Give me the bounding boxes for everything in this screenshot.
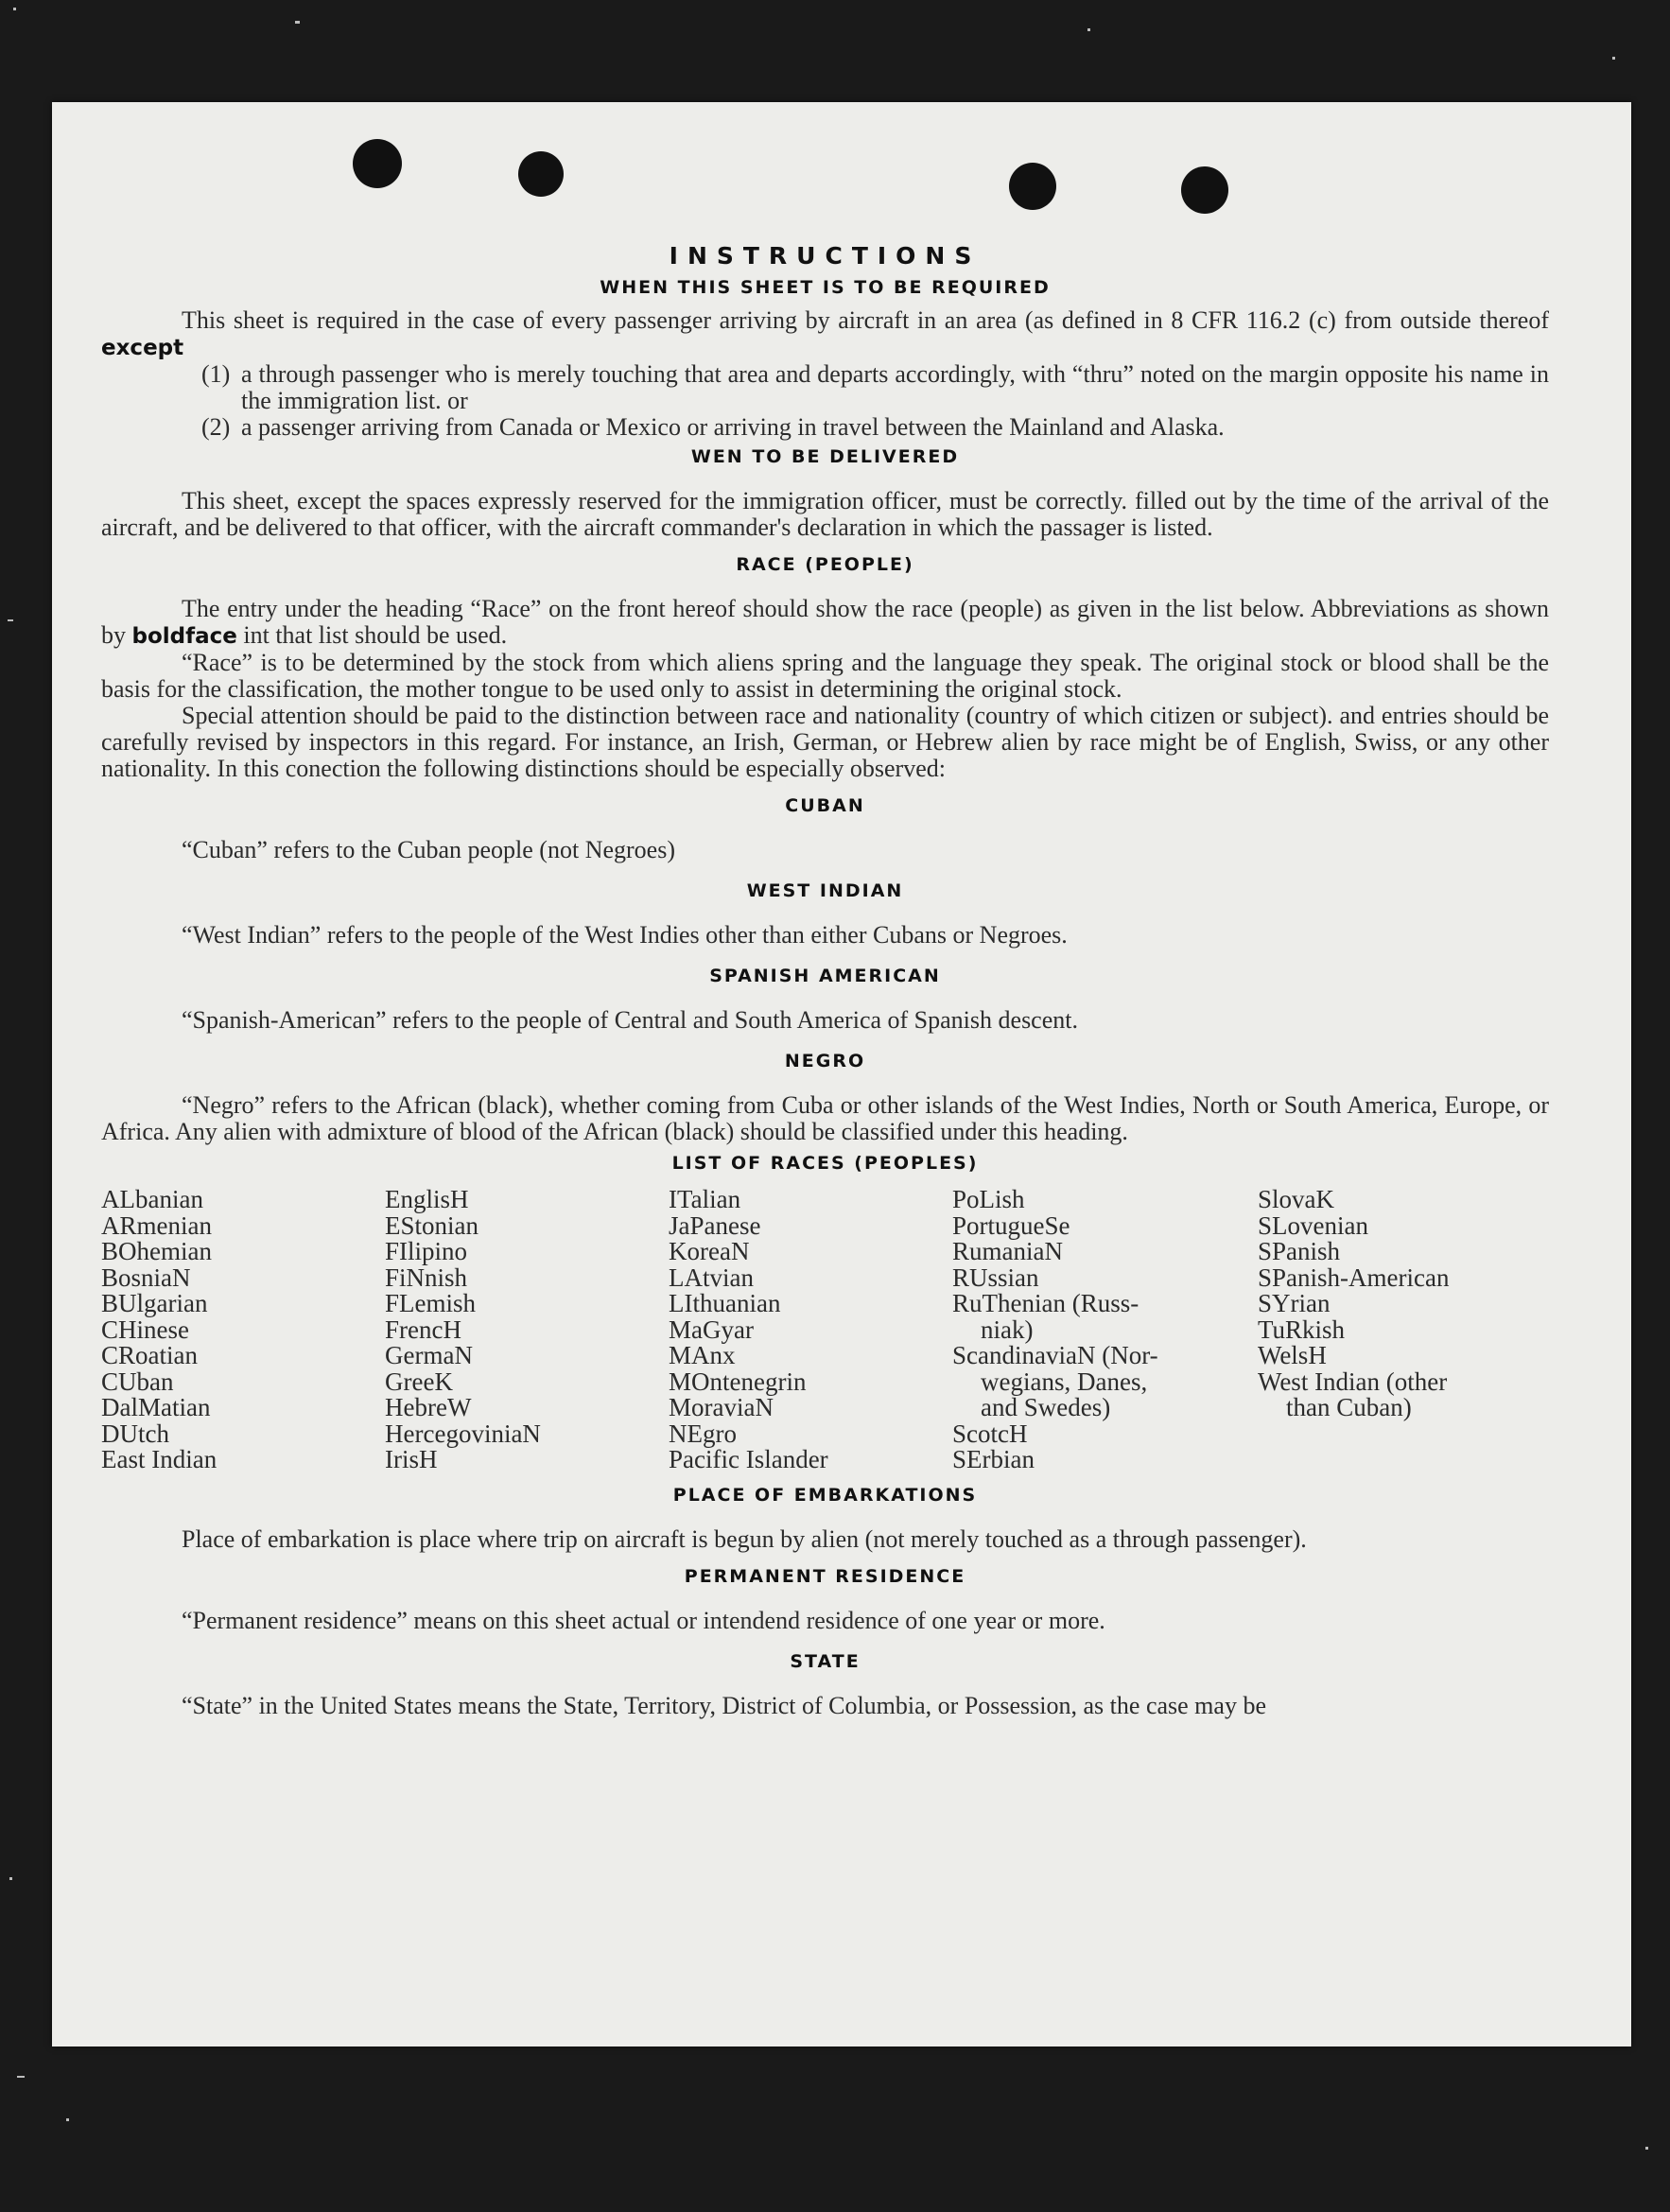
race-list-item: West Indian (other bbox=[1258, 1367, 1448, 1396]
race-list-item: RUssian bbox=[952, 1263, 1039, 1292]
race-list bbox=[101, 1187, 1549, 1473]
punch-hole bbox=[353, 139, 402, 188]
race-list-item: MAnx bbox=[669, 1341, 736, 1369]
required-intro: This sheet is required in the case of every passenger arriving by aircraft in an area (as defined in 8 CFR 116.2 (c) from outside thereof except bbox=[101, 306, 1549, 360]
race-list-item: wegians, Danes, bbox=[981, 1367, 1148, 1396]
race-list-item: DalMatian bbox=[101, 1393, 211, 1421]
race-list-item: HercegoviniaN bbox=[385, 1419, 541, 1448]
section-heading-required: WHEN THIS SHEET IS TO BE REQUIRED bbox=[600, 277, 1051, 298]
race-list-item: GreeK bbox=[385, 1367, 453, 1396]
race-paragraph-1: The entry under the heading “Race” on the front hereof should show the race (people) as given in the list below. Abbreviations as shown by boldface int that list should be used. bbox=[101, 595, 1549, 649]
race-list-item: EnglisH bbox=[385, 1185, 469, 1213]
section-heading-residence: PERMANENT RESIDENCE bbox=[684, 1565, 966, 1587]
race-list-item: MOntenegrin bbox=[669, 1367, 807, 1396]
race-list-item: JaPanese bbox=[669, 1211, 761, 1240]
race-list-item: SLovenian bbox=[1258, 1211, 1368, 1240]
race-list-item: BosniaN bbox=[101, 1263, 191, 1292]
race-list-item: PortugueSe bbox=[952, 1211, 1070, 1240]
race-list-item: CUban bbox=[101, 1367, 174, 1396]
race-list-item: ARmenian bbox=[101, 1211, 212, 1240]
punch-hole bbox=[1181, 166, 1228, 214]
document-title: INSTRUCTIONS bbox=[669, 242, 982, 270]
race-list-item: GermaN bbox=[385, 1341, 473, 1369]
section-heading-delivered: WEN TO BE DELIVERED bbox=[690, 446, 960, 467]
race-list-item: FIlipino bbox=[385, 1237, 468, 1265]
race-list-item: Pacific Islander bbox=[669, 1445, 828, 1473]
race-list-item: BOhemian bbox=[101, 1237, 212, 1265]
race-list-item: SErbian bbox=[952, 1445, 1035, 1473]
negro-text: “Negro” refers to the African (black), whether coming from Cuba or other islands of the West Indies, North or South America, Europe, or Africa. Any alien with admixture of blood of the African (black) should be classified under this heading. bbox=[101, 1091, 1549, 1145]
race-list-item: MoraviaN bbox=[669, 1393, 774, 1421]
race-list-item: than Cuban) bbox=[1286, 1393, 1412, 1421]
race-list-item: FLemish bbox=[385, 1289, 477, 1317]
race-list-item: NEgro bbox=[669, 1419, 737, 1448]
race-list-item: FrencH bbox=[385, 1315, 461, 1344]
race-list-item: ITalian bbox=[669, 1185, 741, 1213]
race-list-item: CRoatian bbox=[101, 1341, 198, 1369]
race-list-item: KoreaN bbox=[669, 1237, 750, 1265]
punch-hole bbox=[518, 151, 564, 197]
race-list-item: MaGyar bbox=[669, 1315, 754, 1344]
race-list-item: ScotcH bbox=[952, 1419, 1028, 1448]
race-paragraph-2: “Race” is to be determined by the stock from which aliens spring and the language they speak. The original stock or blood shall be the basis for the classification, the mother tongue to be used only to assist in determining the original stock. bbox=[101, 649, 1549, 703]
race-list-item: LAtvian bbox=[669, 1263, 754, 1292]
race-list-column-1 bbox=[101, 1187, 385, 1473]
race-list-column-2 bbox=[385, 1187, 669, 1473]
cuban-text: “Cuban” refers to the Cuban people (not Negroes) bbox=[182, 836, 675, 863]
west-indian-text: “West Indian” refers to the people of the West Indies other than either Cubans or Negroes. bbox=[182, 921, 1068, 949]
except-word: except bbox=[101, 336, 184, 360]
required-item-2: (2) a passenger arriving from Canada or Mexico or arriving in travel between the Mainland and Alaska. bbox=[201, 413, 1225, 441]
embarkation-text: Place of embarkation is place where trip on aircraft is begun by alien (not merely touched as a through passenger). bbox=[182, 1524, 1307, 1553]
race-list-item: ScandinaviaN (Nor- bbox=[952, 1341, 1158, 1369]
race-list-item: and Swedes) bbox=[981, 1393, 1111, 1421]
race-list-item: TuRkish bbox=[1258, 1315, 1346, 1344]
section-heading-negro: NEGRO bbox=[784, 1051, 866, 1071]
document-body bbox=[101, 242, 1549, 1719]
race-list-item: East Indian bbox=[101, 1445, 217, 1473]
race-list-column-4 bbox=[952, 1187, 1258, 1473]
section-heading-list: LIST OF RACES (PEOPLES) bbox=[671, 1153, 979, 1174]
state-text: “State” in the United States means the State, Territory, District of Columbia, or Possession, as the case may be bbox=[182, 1691, 1266, 1719]
race-list-item: DUtch bbox=[101, 1419, 169, 1448]
section-heading-west-indian: WEST INDIAN bbox=[746, 880, 904, 901]
residence-text: “Permanent residence” means on this sheet actual or intendend residence of one year or more. bbox=[182, 1606, 1105, 1634]
race-list-item: HebreW bbox=[385, 1393, 472, 1421]
race-list-item: WelsH bbox=[1258, 1341, 1327, 1369]
race-list-item: SPanish bbox=[1258, 1237, 1341, 1265]
section-heading-cuban: CUBAN bbox=[785, 795, 865, 816]
required-item-1: (1) a through passenger who is merely touching that area and departs accordingly, with “thru” noted on the margin opposite his name in the immigration list. or bbox=[201, 360, 1549, 414]
boldface-word: boldface bbox=[131, 624, 237, 649]
race-list-item: niak) bbox=[981, 1315, 1034, 1344]
document-page bbox=[52, 102, 1631, 2047]
section-heading-spanish-american: SPANISH AMERICAN bbox=[709, 966, 941, 986]
race-list-item: SPanish-American bbox=[1258, 1263, 1450, 1292]
race-list-item: PoLish bbox=[952, 1185, 1025, 1213]
race-list-column-3 bbox=[669, 1187, 952, 1473]
race-list-item: SYrian bbox=[1258, 1289, 1331, 1317]
race-list-item: BUlgarian bbox=[101, 1289, 208, 1317]
race-list-item: FiNnish bbox=[385, 1263, 468, 1292]
race-list-column-5 bbox=[1258, 1187, 1549, 1473]
race-list-item: RuThenian (Russ- bbox=[952, 1289, 1139, 1317]
section-heading-embarkation: PLACE OF EMBARKATIONS bbox=[672, 1484, 978, 1506]
race-list-item: CHinese bbox=[101, 1315, 189, 1344]
race-list-item: SlovaK bbox=[1258, 1185, 1334, 1213]
punch-hole bbox=[1009, 163, 1056, 210]
spanish-american-text: “Spanish-American” refers to the people of Central and South America of Spanish descent. bbox=[182, 1006, 1078, 1034]
race-list-item: EStonian bbox=[385, 1211, 478, 1240]
race-list-item: RumaniaN bbox=[952, 1237, 1063, 1265]
section-heading-state: STATE bbox=[790, 1650, 861, 1672]
race-list-item: LIthuanian bbox=[669, 1289, 781, 1317]
race-paragraph-3: Special attention should be paid to the distinction between race and nationality (country of which citizen or subject). and entries should be carefully revised by inspectors in this regard. For instance, an Irish, German, or Hebrew alien by race might be of English, Swiss, or any other nationality. In this conection the following distinctions should be especially observed: bbox=[101, 702, 1549, 782]
race-list-item: ALbanian bbox=[101, 1185, 203, 1213]
delivered-text: This sheet, except the spaces expressly reserved for the immigration officer, must be correctly. filled out by the time of the arrival of the aircraft, and be delivered to that officer, with the aircraft commander's declaration in which the passager is listed. bbox=[101, 487, 1549, 541]
race-list-item: IrisH bbox=[385, 1445, 438, 1473]
section-heading-race: RACE (PEOPLE) bbox=[736, 554, 914, 575]
